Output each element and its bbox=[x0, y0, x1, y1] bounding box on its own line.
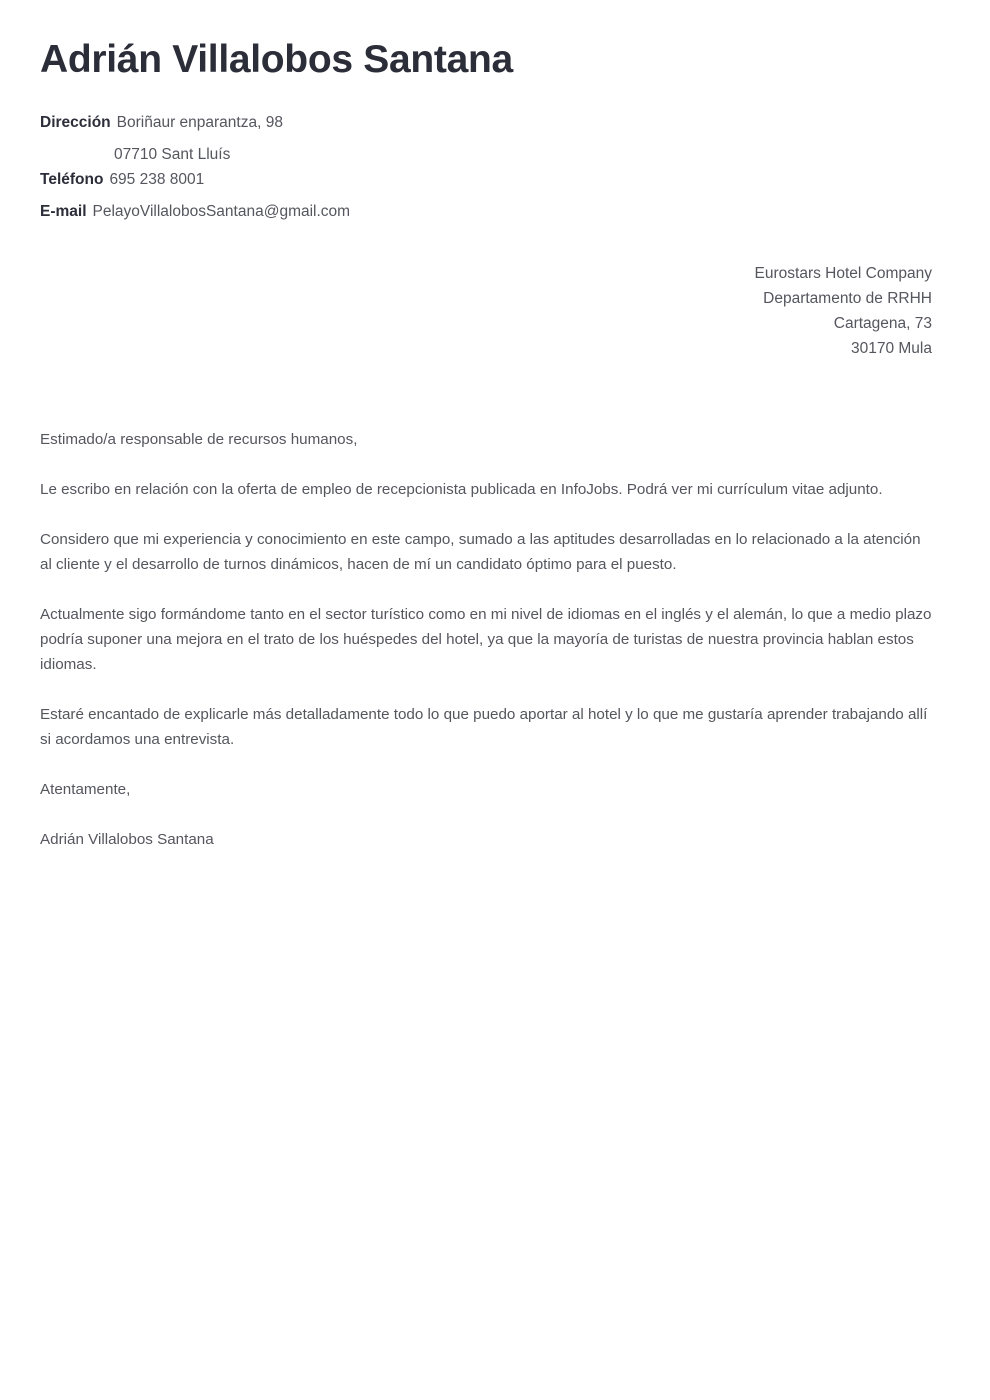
page-title: Adrián Villalobos Santana bbox=[40, 38, 513, 81]
contact-row-address bbox=[40, 110, 932, 135]
letter-signature: Adrián Villalobos Santana bbox=[40, 831, 214, 848]
contact-value-address: Boriñaur enparantza, 98 bbox=[116, 114, 283, 131]
recipient-line-city: 30170 Mula bbox=[850, 340, 932, 357]
contact-row-phone bbox=[40, 167, 932, 192]
recipient-line-company: Eurostars Hotel Company bbox=[754, 265, 932, 282]
letter-closing: Atentamente, bbox=[40, 781, 131, 798]
contact-label-email: E-mail bbox=[40, 203, 87, 220]
recipient-address-block bbox=[40, 261, 932, 361]
contact-value-address-line2: 07710 Sant Lluís bbox=[114, 146, 231, 163]
contact-value-phone: 695 238 8001 bbox=[109, 171, 205, 188]
sender-contact-block bbox=[40, 110, 932, 224]
contact-value-email: PelayoVillalobosSantana@gmail.com bbox=[92, 203, 351, 220]
letter-salutation: Estimado/a responsable de recursos humanos, bbox=[40, 431, 358, 448]
contact-label-phone: Teléfono bbox=[40, 171, 104, 188]
letter-paragraph-4: Estaré encantado de explicarle más detalladamente todo lo que puedo aportar al hotel y lo que me gustaría aprender trabajando allí si acordamos una entrevista. bbox=[40, 706, 928, 748]
letter-paragraph-1: Le escribo en relación con la oferta de empleo de recepcionista publicada en InfoJobs. Podrá ver mi currículum vitae adjunto. bbox=[40, 481, 883, 498]
contact-label-address: Dirección bbox=[40, 114, 111, 131]
letter-paragraph-3: Actualmente sigo formándome tanto en el sector turístico como en mi nivel de idiomas en el inglés y el alemán, lo que a medio plazo podría suponer una mejora en el trato de los huéspedes del hotel, ya que la mayoría de turistas de nuestra provincia hablan estos idiomas. bbox=[40, 606, 932, 673]
letter-paragraph-2: Considero que mi experiencia y conocimiento en este campo, sumado a las aptitudes desarrolladas en lo relacionado a la atención al cliente y el desarrollo de turnos dinámicos, hacen de mí un candidato óptimo para el puesto. bbox=[40, 531, 921, 573]
contact-row-email bbox=[40, 199, 932, 224]
letter-body bbox=[40, 427, 932, 852]
recipient-line-department: Departamento de RRHH bbox=[763, 290, 932, 307]
recipient-line-street: Cartagena, 73 bbox=[833, 315, 932, 332]
